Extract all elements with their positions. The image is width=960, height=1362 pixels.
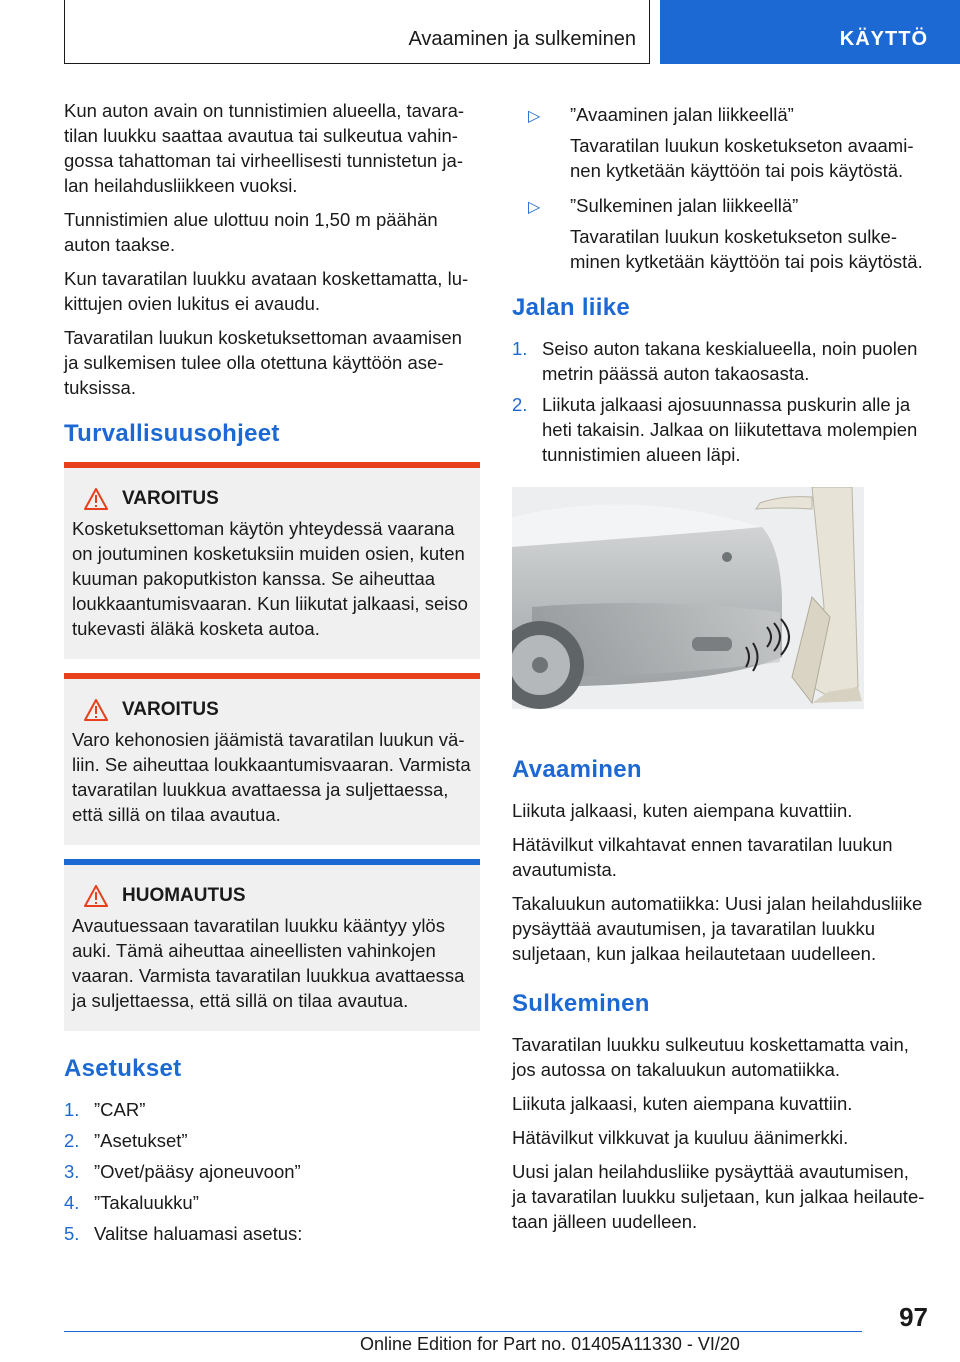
list-item: 2. ”Asetukset” xyxy=(64,1130,188,1151)
list-item: 3. ”Ovet/pääsy ajoneuvoon” xyxy=(64,1161,301,1182)
triangle-bullet-icon: ▷ xyxy=(528,199,541,216)
header-chapter-label: KÄYTTÖ xyxy=(839,28,928,50)
closing-heading: Sulkeminen xyxy=(512,990,650,1017)
paragraph: Kun tavaratilan luukku avataan koskettamatta, lukittujen ovien lukitus ei avaudu. xyxy=(64,268,469,314)
warning-text: Kosketuksettoman käytön yhteydessä vaarana on joutuminen kosketuksiin muiden osien, kuten kuuman pakoputkiston kanssa. Se aiheuttaa loukkaantumisvaaran. Kun liikutat jalkaasi, seiso tukevasti äläkä kosketa autoa. xyxy=(72,518,468,639)
paragraph: Hätävilkut vilkahtavat ennen tavaratilan luukun avautumista. xyxy=(512,834,893,880)
list-item: 1. ”CAR” xyxy=(64,1099,146,1120)
paragraph: Tunnistimien alue ulottuu noin 1,50 m päähän auton taakse. xyxy=(64,209,438,255)
settings-steps-list xyxy=(64,1097,480,1246)
header-section-title: Avaaminen ja sulkeminen xyxy=(408,28,636,50)
list-item: ▷ ”Sulkeminen jalan liikkeellä” Tavaratilan luukun kosketukseton sulkeminen kytketään käyttöön tai pois käytöstä. xyxy=(528,195,923,272)
notice-triangle-icon xyxy=(84,885,108,907)
notice-text: Avautuessaan tavaratilan luukku kääntyy ylös auki. Tämä aiheuttaa aineellisten vahinkojen vaaran. Varmista tavaratilan luukkua avattaessa ja suljettaessa, että sillä on tilaa avautua. xyxy=(72,915,465,1011)
right-column xyxy=(512,102,928,1243)
list-item: 2. Liikuta jalkaasi ajosuunnassa puskurin alle ja heti takaisin. Jalkaa on liikutettava molempien tunnistimien alueen läpi. xyxy=(512,394,918,465)
foot-gesture-illustration xyxy=(512,487,864,709)
triangle-bullet-icon: ▷ xyxy=(528,108,541,125)
paragraph: Kun auton avain on tunnistimien alueella, tavaratilan luukku saattaa avautua tai sulkeutua vahingossa tahattoman tai virheellisesti tunnistetun jalan heilahdusliikkeen vuoksi. xyxy=(64,100,465,196)
paragraph: Tavaratilan luukku sulkeutuu koskettamatta vain, jos autossa on takaluukun automatiikka. xyxy=(512,1034,909,1080)
foot-movement-heading: Jalan liike xyxy=(512,294,631,321)
paragraph: Liikuta jalkaasi, kuten aiempana kuvattiin. xyxy=(512,1093,853,1114)
list-item: ▷ ”Avaaminen jalan liikkeellä” Tavaratilan luukun kosketukseton avaaminen kytketään käyttöön tai pois käytöstä. xyxy=(528,104,914,181)
header-chapter-tab xyxy=(660,0,960,64)
notice-box xyxy=(64,859,480,1031)
opening-heading: Avaaminen xyxy=(512,756,642,783)
safety-heading: Turvallisuusohjeet xyxy=(64,420,280,447)
warning-box xyxy=(64,673,480,845)
footer-edition: Online Edition for Part no. 01405A11330 - VI/20 xyxy=(360,1334,740,1354)
warning-title: VAROITUS xyxy=(122,699,219,720)
list-item: 1. Seiso auton takana keskialueella, noin puolen metrin päässä auton takaosasta. xyxy=(512,338,918,384)
paragraph: Takaluukun automatiikka: Uusi jalan heilahdusliike pysäyttää avautumisen, ja tavaratilan luukku suljetaan, kun jalkaa heilautetaan uudelleen. xyxy=(512,893,923,964)
warning-text: Varo kehonosien jäämistä tavaratilan luukun väliin. Se aiheuttaa loukkaantumisvaaran. Varmista tavaratilan luukkua avattaessa ja suljettaessa, että sillä on tilaa avautua. xyxy=(72,729,471,825)
page-number: 97 xyxy=(899,1302,928,1332)
paragraph: Tavaratilan luukun kosketuksettoman avaamisen ja sulkemisen tulee olla otettuna käyttöön asetuksissa. xyxy=(64,327,462,398)
paragraph: Uusi jalan heilahdusliike pysäyttää avautumisen, ja tavaratilan luukku suljetaan, kun jalkaa heilautetaan jälleen uudelleen. xyxy=(512,1161,925,1232)
warning-title: VAROITUS xyxy=(122,488,219,509)
paragraph: Hätävilkut vilkkuvat ja kuuluu äänimerkki. xyxy=(512,1127,849,1148)
list-item: 4. ”Takaluukku” xyxy=(64,1192,199,1213)
left-column xyxy=(64,98,480,1252)
warning-box xyxy=(64,462,480,659)
list-item: 5. Valitse haluamasi asetus: xyxy=(64,1223,303,1244)
settings-options-list xyxy=(512,102,928,274)
foot-steps-list xyxy=(512,336,928,467)
footer-rule xyxy=(64,1331,862,1332)
settings-heading: Asetukset xyxy=(64,1055,182,1082)
notice-title: HUOMAUTUS xyxy=(122,885,246,906)
warning-triangle-icon xyxy=(84,699,108,721)
paragraph: Liikuta jalkaasi, kuten aiempana kuvattiin. xyxy=(512,800,853,821)
warning-triangle-icon xyxy=(84,488,108,510)
